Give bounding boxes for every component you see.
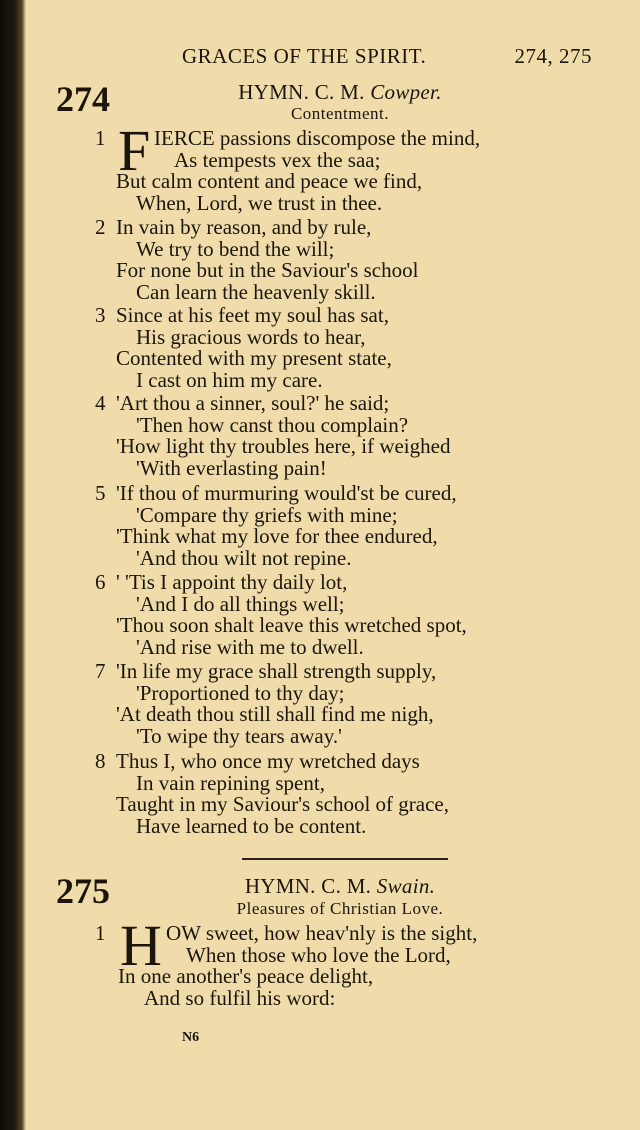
hymn-number: 274 xyxy=(56,79,110,119)
stanza-number: 8 xyxy=(95,749,106,773)
running-head-title: GRACES OF THE SPIRIT. xyxy=(182,44,427,68)
hymn-line: OW sweet, how heav'nly is the sight, xyxy=(166,921,478,945)
stanza-number: 6 xyxy=(95,570,106,594)
hymn-author: Cowper. xyxy=(370,80,442,104)
stanza-number: 1 xyxy=(95,126,106,150)
hymn-line: 'To wipe thy tears away.' xyxy=(136,723,342,748)
hymn-line: Can learn the heavenly skill. xyxy=(136,279,376,304)
hymn-author: Swain. xyxy=(376,874,436,898)
running-head-pages: 274, 275 xyxy=(514,44,592,68)
stanza-number: 3 xyxy=(95,303,106,327)
hymn-line: We try to bend the will; xyxy=(136,236,335,261)
hymn-line: 'In life my grace shall strength supply, xyxy=(116,659,437,683)
hymn-line: Taught in my Saviour's school of grace, xyxy=(116,792,449,816)
hymn-line: 'Compare thy griefs with mine; xyxy=(136,502,398,527)
hymn-line: 'If thou of murmuring would'st be cured, xyxy=(116,481,457,505)
hymn-heading xyxy=(120,80,560,105)
hymn-line: Since at his feet my soul has sat, xyxy=(116,303,389,327)
hymn-line: Thus I, who once my wretched days xyxy=(116,749,420,773)
hymn-line: And so fulfil his word: xyxy=(144,985,336,1010)
hymn-line: In one another's peace delight, xyxy=(118,964,374,988)
hymn-subtitle: Pleasures of Christian Love. xyxy=(236,899,444,918)
hymn-line: 'Then how canst thou complain? xyxy=(136,412,409,437)
hymn-line: As tempests vex the saa; xyxy=(174,147,381,172)
hymn-meter: HYMN. C. M. xyxy=(238,80,365,104)
section-divider xyxy=(242,858,448,860)
hymn-subtitle: Contentment. xyxy=(290,104,390,123)
hymn-line: 'Think what my love for thee endured, xyxy=(116,524,438,548)
signature-mark: N6 xyxy=(182,1030,200,1045)
hymn-line: 'And thou wilt not repine. xyxy=(136,545,352,570)
hymn-line: Contented with my present state, xyxy=(116,346,392,370)
hymn-number: 275 xyxy=(56,871,110,911)
drop-cap: H xyxy=(120,913,162,978)
hymn-line: 'At death thou still shall find me nigh, xyxy=(116,702,434,726)
stanza-number: 5 xyxy=(95,481,106,505)
hymn-line: 'With everlasting pain! xyxy=(136,455,327,480)
hymn-line: 'Thou soon shalt leave this wretched spot, xyxy=(116,613,467,637)
stanza-number: 7 xyxy=(95,659,106,683)
stanza-number: 2 xyxy=(95,215,106,239)
hymn-line: ' 'Tis I appoint thy daily lot, xyxy=(116,570,348,594)
hymn-line: IERCE passions discompose the mind, xyxy=(154,126,481,150)
hymn-line: His gracious words to hear, xyxy=(136,324,366,349)
hymn-heading xyxy=(120,874,560,899)
hymn-line: I cast on him my care. xyxy=(136,367,323,392)
drop-cap: F xyxy=(118,118,151,183)
hymn-line: 'And I do all things well; xyxy=(136,591,345,616)
hymn-line: 'Art thou a sinner, soul?' he said; xyxy=(116,391,390,415)
hymn-line: But calm content and peace we find, xyxy=(116,169,423,193)
hymn-meter: HYMN. C. M. xyxy=(244,874,372,898)
hymn-line: In vain by reason, and by rule, xyxy=(116,215,372,239)
hymn-line: 'And rise with me to dwell. xyxy=(136,634,364,659)
hymn-line: When, Lord, we trust in thee. xyxy=(136,190,383,215)
running-head xyxy=(182,44,592,69)
hymn-line: Have learned to be content. xyxy=(136,813,367,838)
hymn-line: 'How light thy troubles here, if weighed xyxy=(116,434,451,458)
hymn-line: In vain repining spent, xyxy=(136,770,325,795)
hymn-line: When those who love the Lord, xyxy=(186,942,451,967)
hymn-line: 'Proportioned to thy day; xyxy=(136,680,345,705)
stanza-number: 1 xyxy=(95,921,106,945)
stanza-number: 4 xyxy=(95,391,106,415)
hymn-line: For none but in the Saviour's school xyxy=(116,258,419,282)
